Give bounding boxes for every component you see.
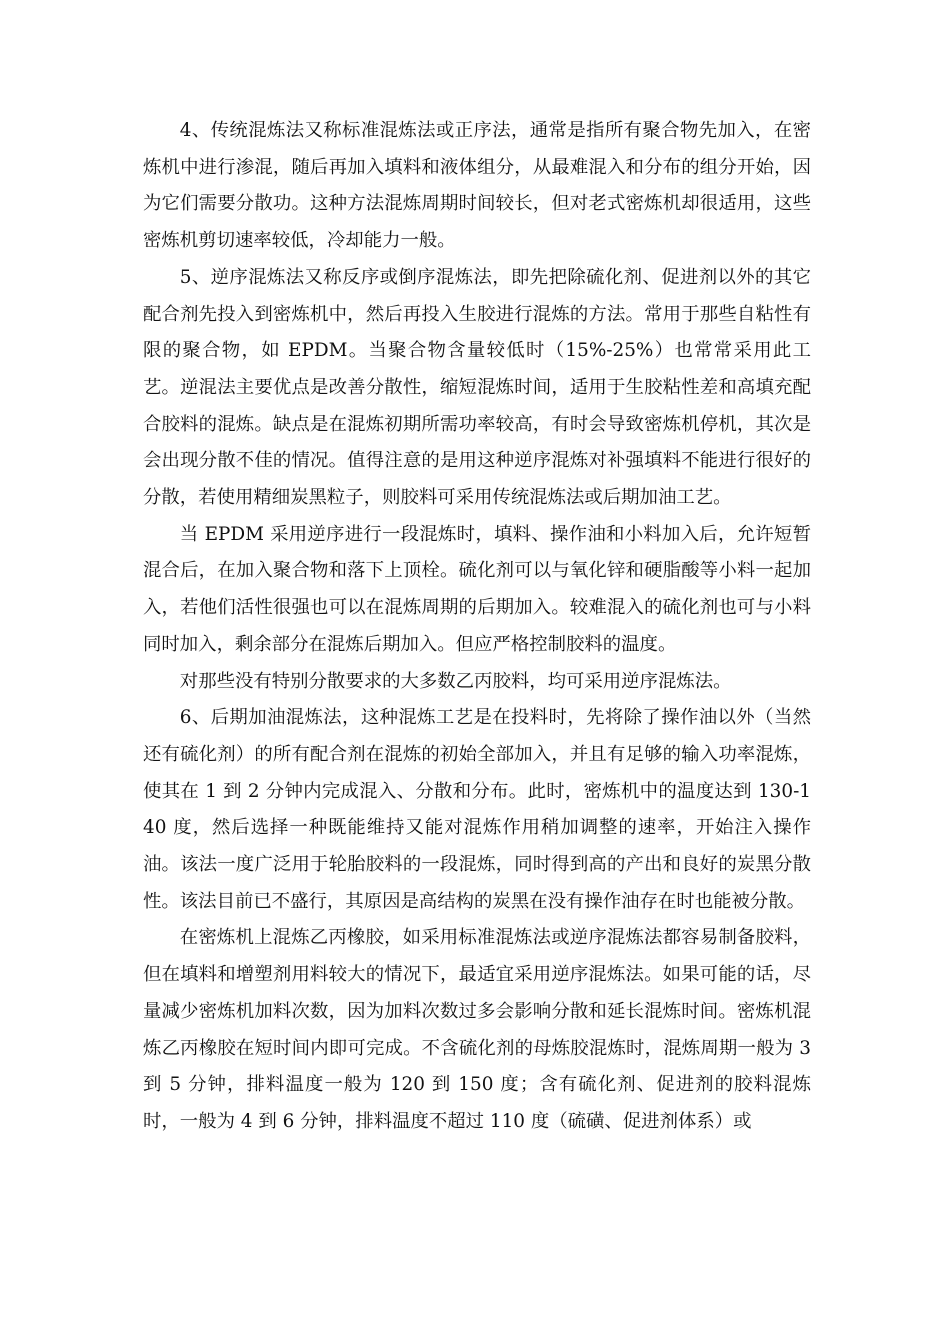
paragraph-epdm-reverse-note: 对那些没有特别分散要求的大多数乙丙胶料，均可采用逆序混炼法。 bbox=[179, 670, 732, 692]
paragraph-traditional-mixing: 4、传统混炼法又称标准混炼法或正序法，通常是指所有聚合物先加入，在密炼机中进行渗混，随后再加入填料和液体组分，从最难混入和分布的组分开始，因为它们需要分散功。这种方法混炼周期时间较长，但对老式密炼机却很适用，这些密炼机剪切速率较低，冷却能力一般。 bbox=[143, 120, 811, 252]
paragraph-reverse-mixing: 5、逆序混炼法又称反序或倒序混炼法，即先把除硫化剂、促进剂以外的其它配合剂先投入到密炼机中，然后再投入生胶进行混炼的方法。常用于那些自粘性有限的聚合物，如 EPDM。当聚合物含量较低时（15%-25%）也常常采用此工艺。逆混法主要优点是改善分散性，缩短混炼时间，适用于生胶粘性差和高填充配合胶料的混炼。缺点是在混炼初期所需功率较高，有时会导致密炼机停机，其次是会出现分散不佳的情况。值得注意的是用这种逆序混炼对补强填料不能进行很好的分散，若使用精细炭黑粒子，则胶料可采用传统混炼法或后期加油工艺。 bbox=[143, 266, 811, 509]
paragraph-epdm-reverse-mixing: 当 EPDM 采用逆序进行一段混炼时，填料、操作油和小料加入后，允许短暂混合后，在加入聚合物和落下上顶栓。硫化剂可以与氧化锌和硬脂酸等小料一起加入，若他们活性很强也可以在混炼周期的后期加入。较难混入的硫化剂也可与小料同时加入，剩余部分在混炼后期加入。但应严格控制胶料的温度。 bbox=[143, 523, 811, 655]
paragraph-late-oil-mixing: 6、后期加油混炼法，这种混炼工艺是在投料时，先将除了操作油以外（当然还有硫化剂）的所有配合剂在混炼的初始全部加入，并且有足够的输入功率混炼，使其在 1 到 2 分钟内完成混入、分散和分布。此时，密炼机中的温度达到 130-140 度，然后选择一种既能维持又能对混炼作用稍加调整的速率，开始注入操作油。该法一度广泛用于轮胎胶料的一段混炼，同时得到高的产出和良好的炭黑分散性。该法目前已不盛行，其原因是高结构的炭黑在没有操作油存在时也能被分散。 bbox=[143, 707, 811, 912]
paragraph-internal-mixer-epdm: 在密炼机上混炼乙丙橡胶，如采用标准混炼法或逆序混炼法都容易制备胶料，但在填料和增塑剂用料较大的情况下，最适宜采用逆序混炼法。如果可能的话，尽量减少密炼机加料次数，因为加料次数过多会影响分散和延长混炼时间。密炼机混炼乙丙橡胶在短时间内即可完成。不含硫化剂的母炼胶混炼时，混炼周期一般为 3 到 5 分钟，排料温度一般为 120 到 150 度；含有硫化剂、促进剂的胶料混炼时，一般为 4 到 6 分钟，排料温度不超过 110 度（硫磺、促进剂体系）或 bbox=[143, 927, 811, 1132]
document-body bbox=[143, 113, 811, 1141]
